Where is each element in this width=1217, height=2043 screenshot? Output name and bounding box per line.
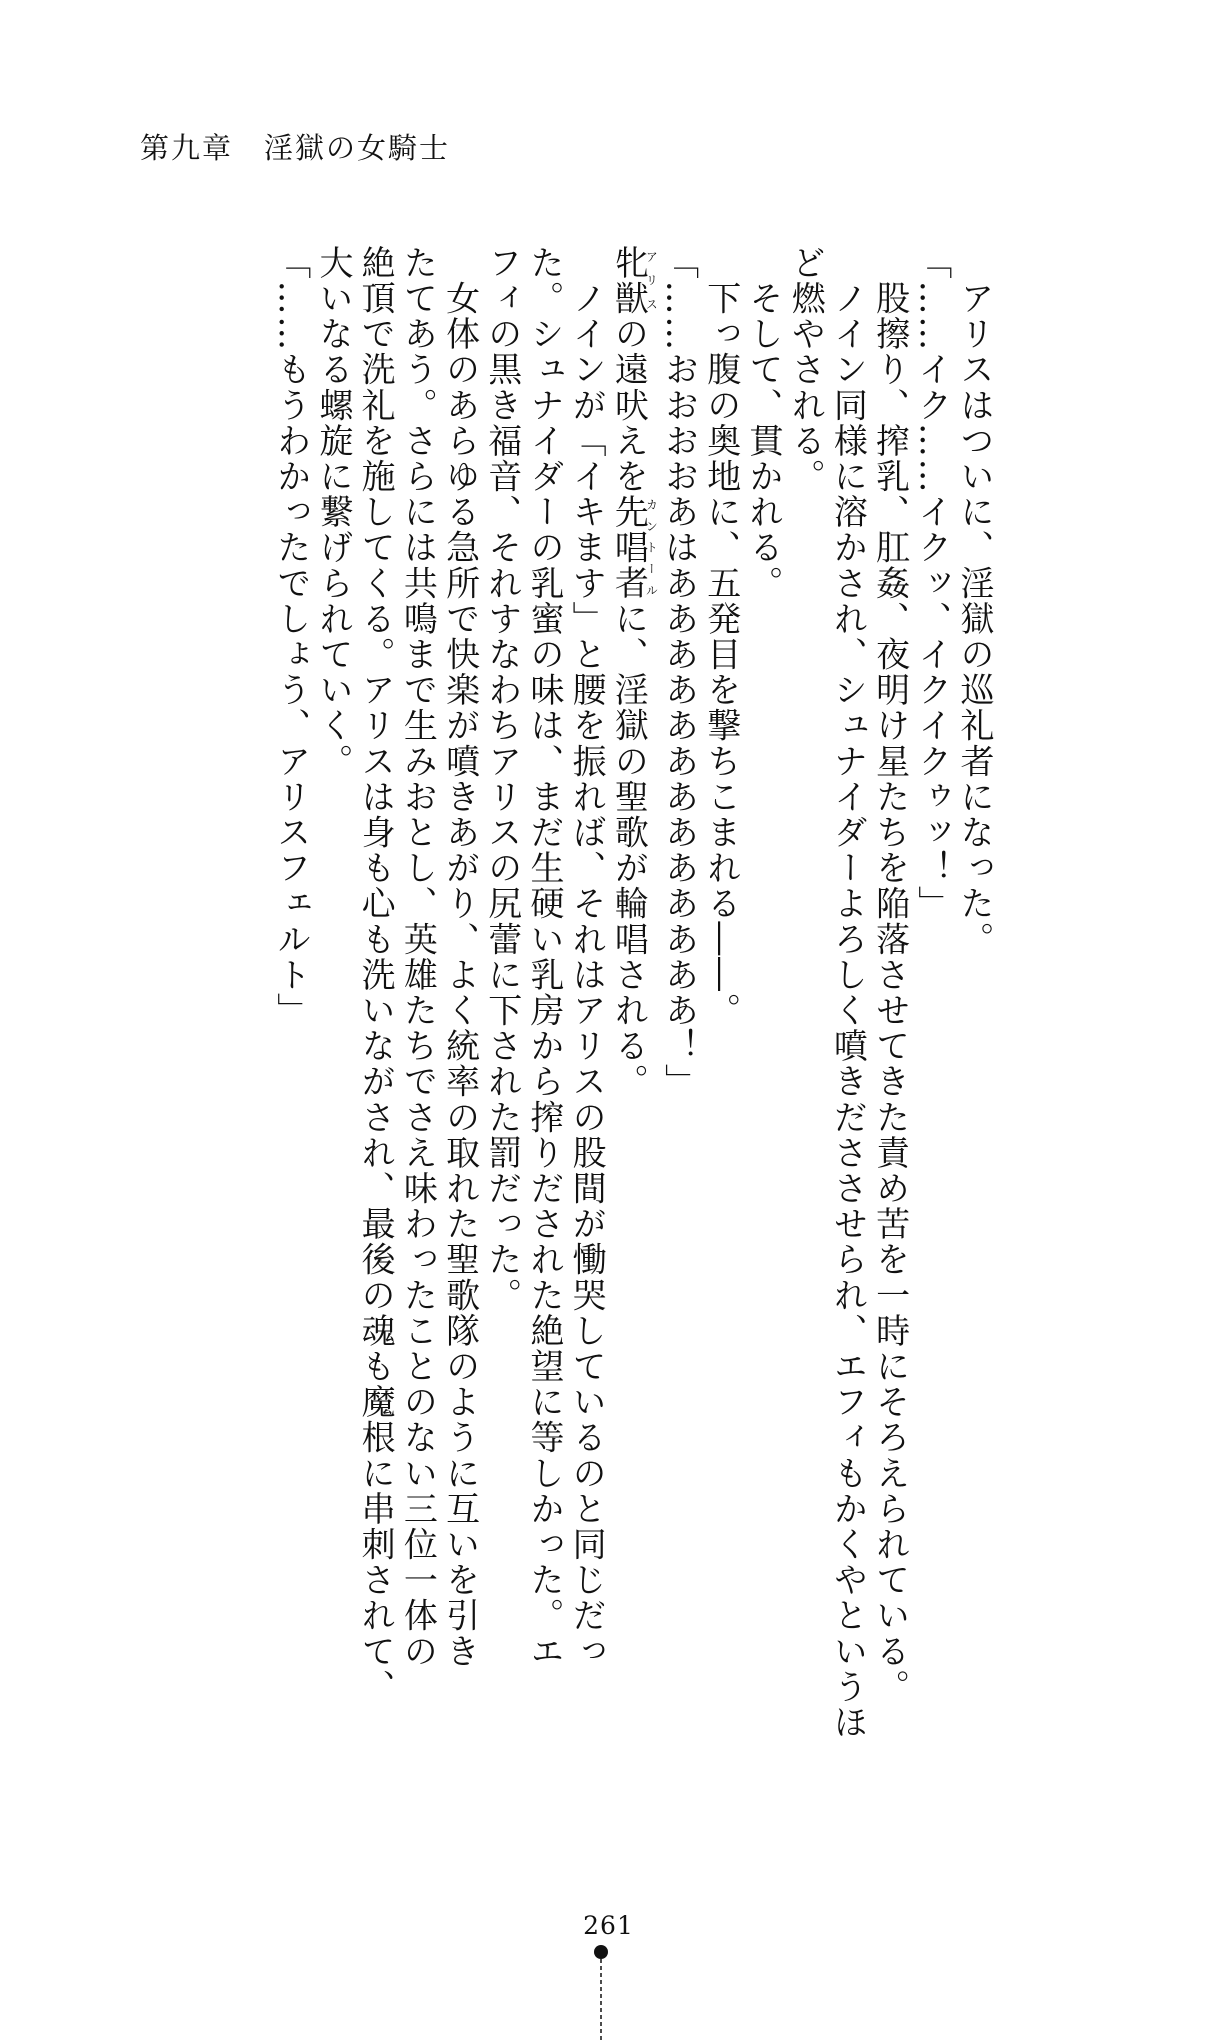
ruby-line-middle: の遠吠えを <box>608 316 649 495</box>
text-line: そして、貫かれる。 <box>742 245 783 601</box>
chapter-header: 第九章 淫獄の女騎士 <box>140 131 451 165</box>
text-line: ノインが「イキます」と腰を振れば、それはアリスの股間が慟哭しているのと同じだっ <box>566 245 607 1669</box>
page-number: 261 <box>583 1911 634 1940</box>
ruby-reading-cantor: カントール <box>644 494 659 601</box>
text-line: 大いなる螺旋に繋げられていく。 <box>312 245 353 779</box>
text-line: 女体のあらゆる急所で快楽が噴きあがり、よく統率の取れた聖歌隊のように互いを引き <box>439 245 480 1669</box>
text-line: 下っ腹の奥地に、五発目を撃ちこまれる――。 <box>700 245 741 1029</box>
text-line: フィの黒き福音、それすなわちアリスの尻蕾に下された罰だった。 <box>481 245 522 1313</box>
page-marker-icon <box>592 1943 610 2043</box>
vertical-text-body <box>270 245 995 1780</box>
ruby-base-cantor: 先唱者 <box>608 494 649 602</box>
text-line: ノイン同様に溶かされ、シュナイダーよろしく噴きだささせられ、エフィもかくやというほ <box>827 245 868 1741</box>
ruby-line-tail: に、淫獄の聖歌が輪唱される。 <box>608 601 649 1100</box>
text-line: ど燃やされる。 <box>785 245 826 495</box>
ruby-reading-alice: アリス <box>644 245 659 317</box>
text-line: 「……おおおおあはあああああああああああああ！」 <box>658 245 699 1100</box>
text-line: 「……もうわかったでしょう、アリスフェルト」 <box>270 245 311 1029</box>
text-line: 「……イク……イクッ、イクイクゥッ！」 <box>911 245 952 922</box>
text-line: アリスはついに、淫獄の巡礼者になった。 <box>954 245 994 957</box>
ruby-cantor <box>608 494 659 602</box>
text-line: 股擦り、搾乳、肛姦、夜明け星たちを陥落させてきた責め苦を一時にそろえられている。 <box>869 245 910 1705</box>
text-line: たてあう。さらには共鳴まで生みおとし、英雄たちでさえ味わったことのない三位一体の <box>397 245 438 1669</box>
ruby-alice <box>608 245 659 317</box>
text-line: 絶頂で洗礼を施してくる。アリスは身も心も洗いながされ、最後の魂も魔根に串刺されて、 <box>355 245 396 1705</box>
ruby-base-alice: 牝獣 <box>608 245 649 317</box>
ruby-text-line <box>607 245 657 1780</box>
text-line: た。シュナイダーの乳蜜の味は、まだ生硬い乳房から搾りだされた絶望に等しかった。エ <box>523 245 564 1669</box>
